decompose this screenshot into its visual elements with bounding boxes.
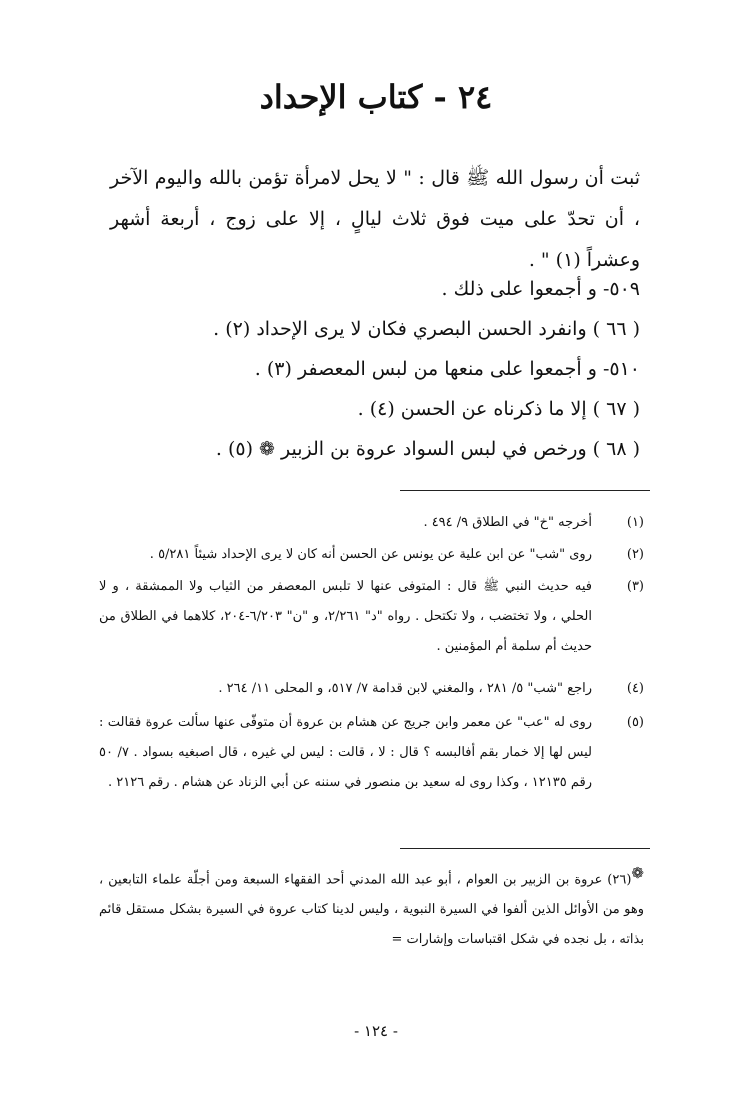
- footnote-divider: [400, 490, 650, 491]
- page-number: - ١٢٤ -: [354, 1022, 398, 1040]
- footnote-text: راجع "شب" ٥/ ٢٨١ ، والمغني لابن قدامة ٧/ ٥١٧، و المحلى ١١/ ٢٦٤ .: [218, 681, 592, 696]
- footnote-number: (٣): [626, 579, 644, 594]
- footnote-5: [99, 708, 644, 798]
- footnote-4: [99, 674, 644, 704]
- footnote-number: (٢): [626, 547, 644, 562]
- opinion-68: ( ٦٨ ) ورخص في لبس السواد عروة بن الزبير ❁ (٥) .: [215, 438, 640, 460]
- footnote-text: روى له "عب" عن معمر وابن جريج عن هشام بن عروة أن متوفّى عنها سألت عروة فقالت : ليس لها إلا خمار بقم أفالبسه ؟ قال : لا ، قالت : ليس لي غيره ، قال اصبغيه بسواد . ٧/ ٥٠ رقم ١٢١٣٥ ، وكذا روى له سعيد بن منصور في سننه عن أبي الزناد عن هشام . رقم ٢١٢٦ .: [99, 715, 593, 790]
- footnote-text: أخرجه "خ" في الطلاق ٩/ ٤٩٤ .: [423, 515, 592, 530]
- footnote-1: [99, 508, 644, 538]
- opinion-67: ( ٦٧ ) إلا ما ذكرناه عن الحسن (٤) .: [357, 398, 640, 420]
- footnote-2: [99, 540, 644, 570]
- biography-note: [99, 858, 644, 955]
- footnote-number: (٤): [626, 681, 644, 696]
- ruling-510: ٥١٠- و أجمعوا على منعها من لبس المعصفر (٣) .: [254, 358, 640, 380]
- footnote-text: فيه حديث النبي ﷺ قال : المتوفى عنها لا تلبس المعصفر من الثياب ولا الممشقة ، و لا الحلي ، ولا تختضب ، ولا تكتحل . رواه "د" ٢/٢٦١، و "ن" ٦/٢٠٣-٢٠٤، كلاهما في الطلاق من حديث أم سلمة أم المؤمنين .: [99, 579, 592, 654]
- footnote-text: روى "شب" عن ابن علية عن يونس عن الحسن أنه كان لا يرى الإحداد شيئاً ٥/٢٨١ .: [149, 547, 592, 562]
- biography-divider: [400, 848, 650, 849]
- opinion-66: ( ٦٦ ) وانفرد الحسن البصري فكان لا يرى الإحداد (٢) .: [213, 318, 640, 340]
- footnote-number: (٥): [626, 715, 644, 730]
- intro-paragraph: ثبت أن رسول الله ﷺ قال : " لا يحل لامرأة تؤمن بالله واليوم الآخر ، أن تحدّ على ميت فوق ثلاث ليالٍ ، إلا على زوج ، أربعة أشهر وعشراً (١) " .: [110, 167, 640, 271]
- biography-number: (٢٦): [607, 872, 632, 888]
- biography-text: عروة بن الزبير بن العوام ، أبو عبد الله المدني أحد الفقهاء السبعة ومن أجلّة علماء التابعين ، وهو من الأوائل الذين ألفوا في السيرة النبوية ، وليس لدينا كتاب عروة في السيرة بشكل مستقل قائم بذاته ، بل نجده في شكل اقتباسات وإشارات =: [99, 872, 644, 948]
- ruling-509: ٥٠٩- و أجمعوا على ذلك .: [441, 278, 640, 300]
- footnote-number: (١): [626, 515, 644, 530]
- chapter-title: ٢٤ - كتاب الإحداد: [259, 78, 493, 116]
- footnote-3: [99, 572, 644, 662]
- flower-icon: ❁: [631, 864, 644, 882]
